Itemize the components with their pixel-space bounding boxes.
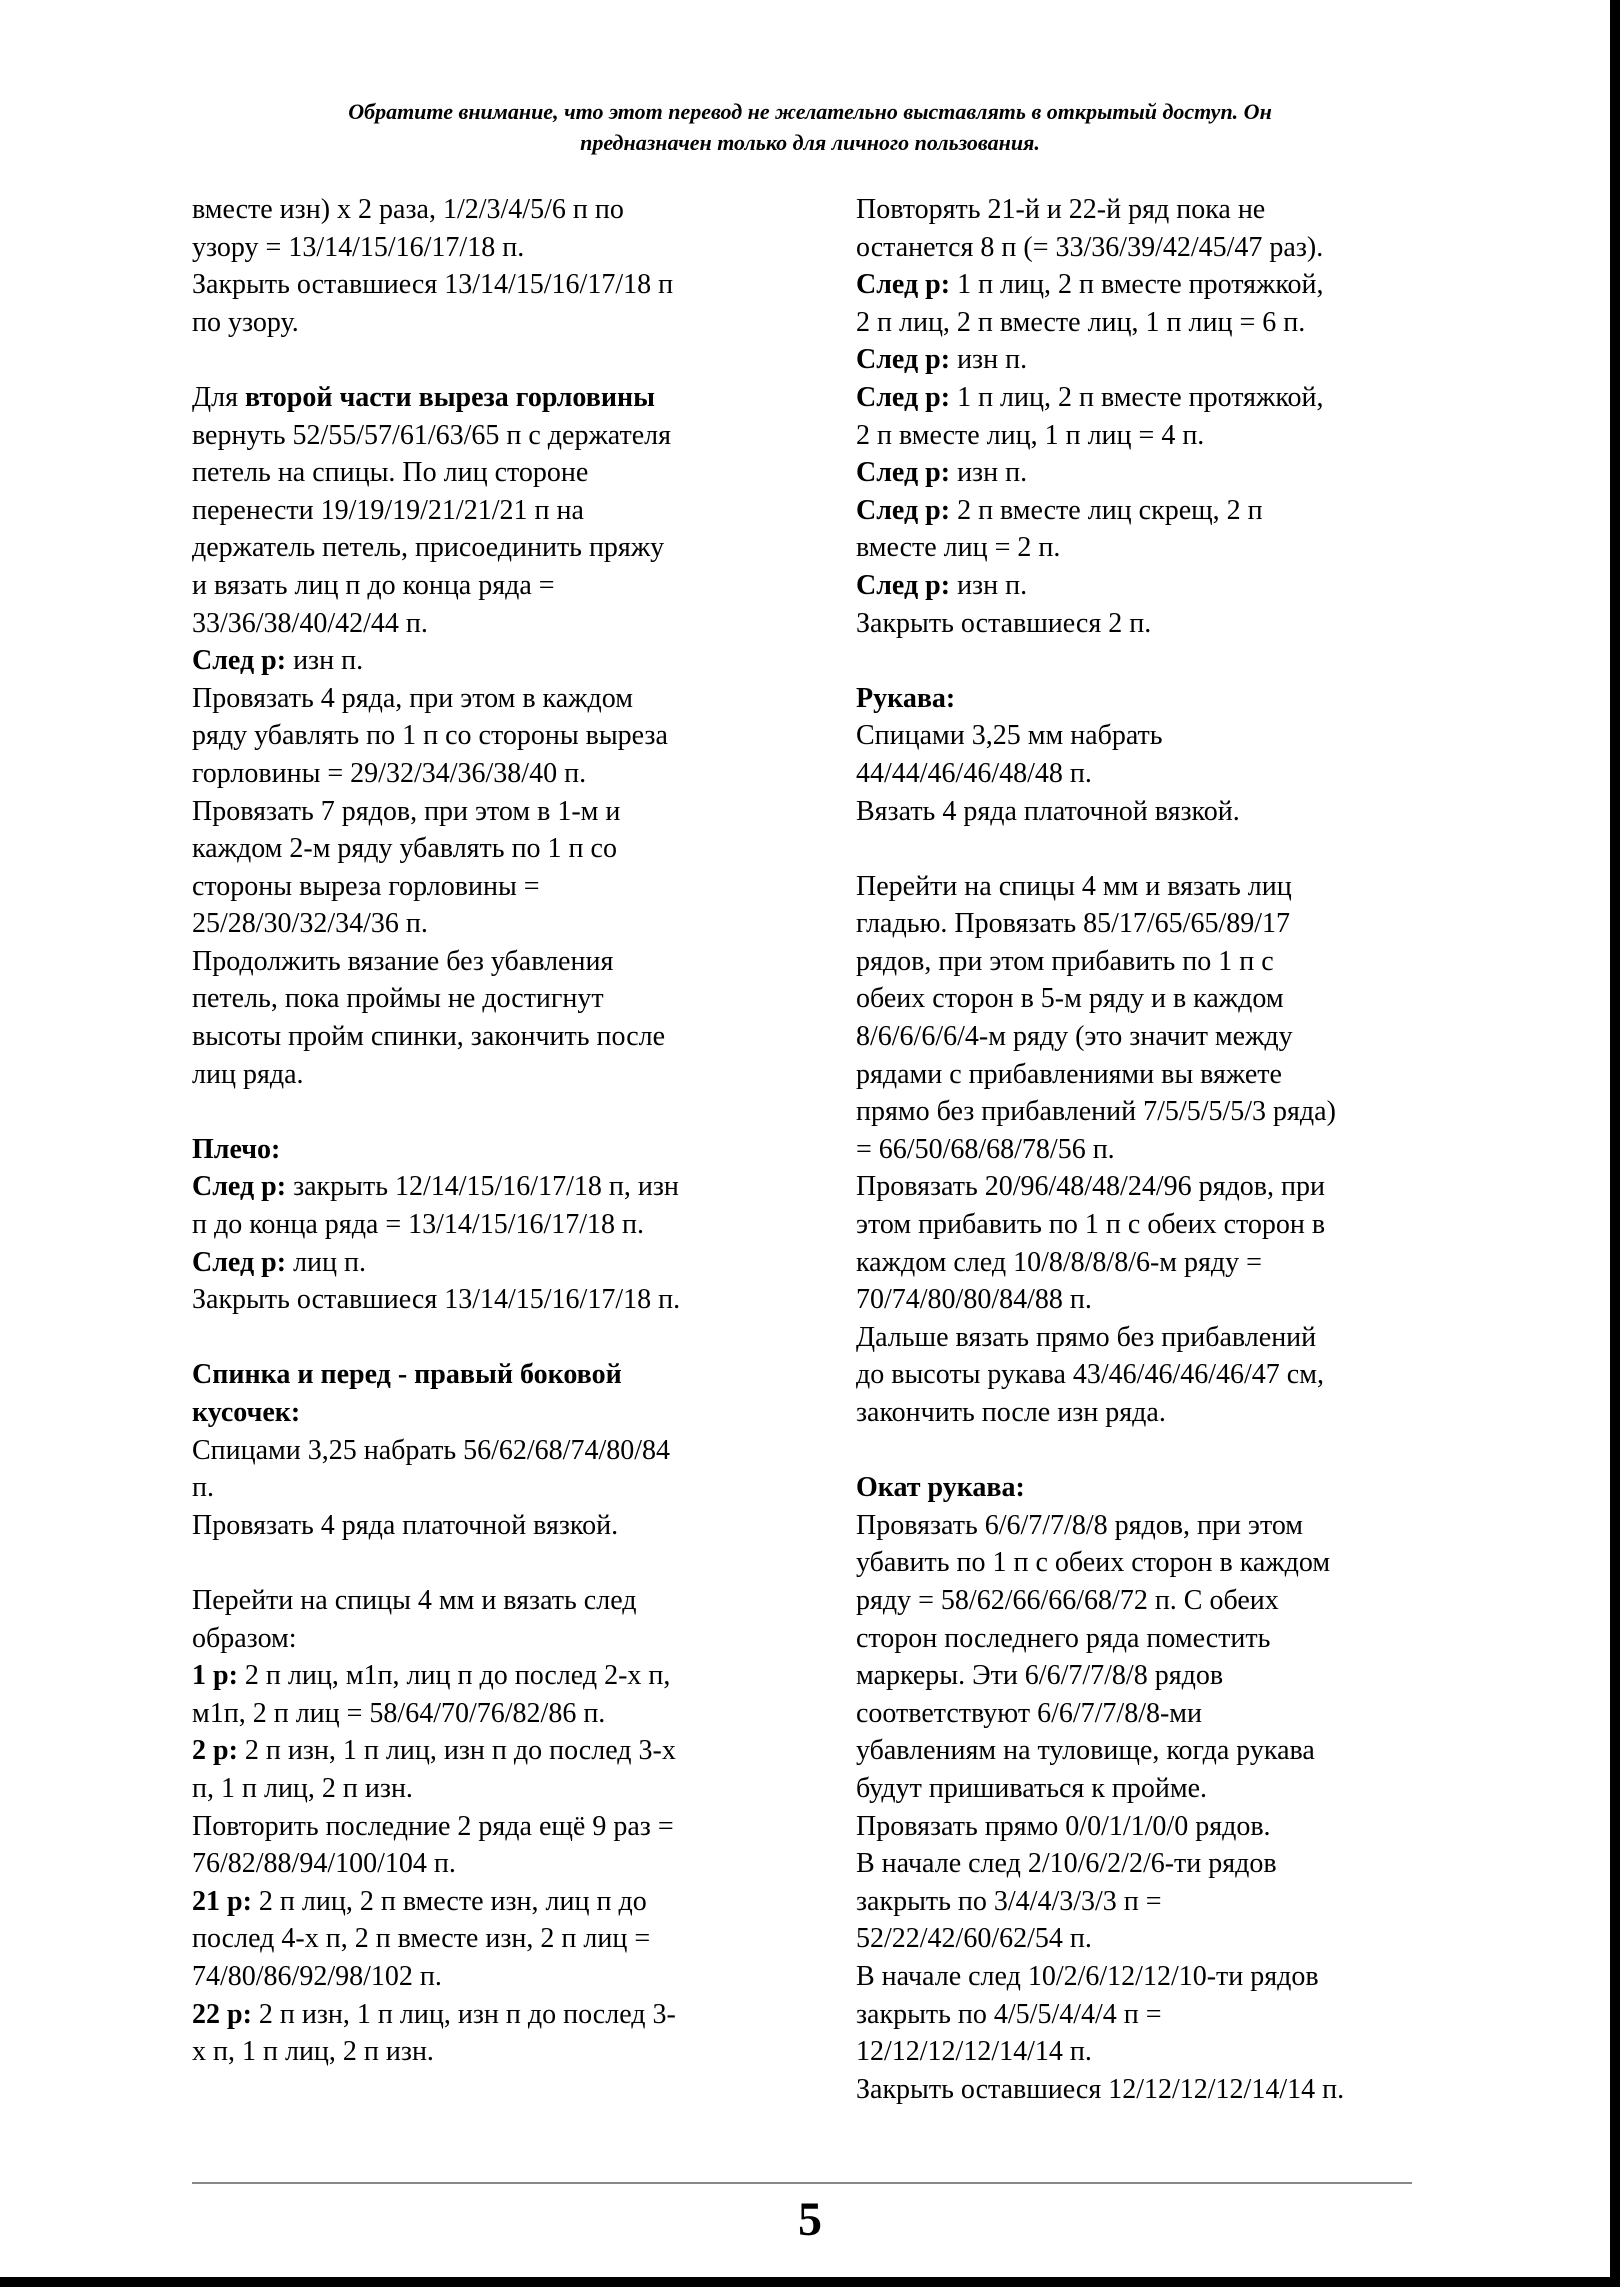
text-line: закрыть по 4/5/5/4/4/4 п = [856, 1998, 1162, 2030]
section-title-neck: второй части выреза горловины [244, 381, 655, 413]
row-instruction [192, 1996, 782, 2034]
text-line: узору = 13/14/15/16/17/18 п. [192, 231, 525, 263]
text-line: Провязать 7 рядов, при этом в 1-м и [192, 795, 621, 827]
text-line: гладью. Провязать 85/17/65/65/89/17 [856, 908, 1291, 940]
row-text: 2 п изн, 1 п лиц, изн п до послед 3- [251, 1998, 676, 2030]
text-line: петель на спицы. По лиц стороне [192, 457, 589, 489]
text-line: рядами с прибавлениями вы вяжете [856, 1058, 1282, 1090]
text-line: петель, пока проймы не достигнут [192, 983, 604, 1015]
text-line: образом: [192, 1622, 297, 1654]
text-line: вместе изн) х 2 раза, 1/2/3/4/5/6 п по [192, 194, 624, 225]
text-line: закрыть по 3/4/4/3/3/3 п = [856, 1885, 1162, 1917]
row-instruction [192, 1657, 782, 1695]
row-label: След р: [192, 645, 287, 677]
text-line: останется 8 п (= 33/36/39/42/45/47 раз). [856, 231, 1324, 263]
notice-line: Обратите внимание, что этот перевод не желательно выставлять в открытый доступ. Он [348, 99, 1272, 124]
copyright-notice [150, 96, 1470, 158]
text-line: Дальше вязать прямо без прибавлений [856, 1321, 1317, 1353]
text-line: Повторять 21-й и 22-й ряд пока не [856, 194, 1266, 225]
text-line: 44/44/46/46/48/48 п. [856, 757, 1092, 789]
section-title-side-piece: Спинка и перед - правый боковой [192, 1359, 622, 1391]
text-line: п, 1 п лиц, 2 п изн. [192, 1772, 413, 1804]
row-label: 21 р: [192, 1885, 252, 1917]
text-line: держатель петель, присоединить пряжу [192, 532, 665, 564]
row-label: След р: [856, 344, 951, 376]
text-line: соответствуют 6/6/7/7/8/8-ми [856, 1697, 1202, 1729]
section-title-side-piece: кусочек: [192, 1397, 301, 1428]
text-line: п до конца ряда = 13/14/15/16/17/18 п. [192, 1209, 645, 1241]
text-line: будут пришиваться к пройме. [856, 1772, 1207, 1804]
right-column [856, 191, 1456, 2108]
footer-divider [192, 2182, 1412, 2184]
text-line: Закрыть оставшиеся 12/12/12/12/14/14 п. [856, 2073, 1345, 2105]
text-line: Провязать 6/6/7/7/8/8 рядов, при этом [856, 1509, 1304, 1541]
row-text: 1 п лиц, 2 п вместе протяжкой, [950, 269, 1324, 301]
row-instruction [192, 1732, 782, 1770]
text-line: Продолжить вязание без убавления [192, 945, 614, 977]
text-line: рядов, при этом прибавить по 1 п с [856, 945, 1274, 977]
text-fragment: Для [192, 381, 245, 413]
text-line: лиц ряда. [192, 1058, 304, 1090]
text-line: этом прибавить по 1 п с обеих сторон в [856, 1209, 1326, 1241]
text-line: Спицами 3,25 набрать 56/62/68/74/80/84 [192, 1434, 671, 1466]
row-instruction [192, 1168, 782, 1206]
row-label: 2 р: [192, 1735, 238, 1767]
text-line: 74/80/86/92/98/102 п. [192, 1960, 442, 1992]
text-line: Перейти на спицы 4 мм и вязать след [192, 1584, 637, 1616]
text-line: Спицами 3,25 мм набрать [856, 720, 1163, 752]
text-line: ряду = 58/62/66/66/68/72 п. С обеих [856, 1584, 1279, 1616]
row-instruction [856, 266, 1456, 304]
text-line: х п, 1 п лиц, 2 п изн. [192, 2036, 434, 2068]
text-line: 8/6/6/6/6/4-м ряду (это значит между [856, 1021, 1293, 1053]
text-line: сторон последнего ряда поместить [856, 1622, 1271, 1654]
row-instruction [192, 1883, 782, 1921]
text-line: В начале след 2/10/6/2/2/6-ти рядов [856, 1848, 1277, 1880]
section-title-sleeve-cap: Окат рукава: [856, 1472, 1025, 1504]
row-label: 22 р: [192, 1998, 252, 2030]
row-text: 2 п изн, 1 п лиц, изн п до послед 3-х [237, 1735, 676, 1767]
text-line: послед 4-х п, 2 п вместе изн, 2 п лиц = [192, 1923, 651, 1955]
text-line: и вязать лиц п до конца ряда = [192, 569, 555, 601]
text-line: стороны выреза горловины = [192, 870, 540, 902]
row-instruction [856, 341, 1456, 379]
row-text: 2 п вместе лиц скрещ, 2 п [950, 494, 1263, 526]
text-line: Провязать 4 ряда платочной вязкой. [192, 1509, 619, 1541]
row-instruction [856, 492, 1456, 530]
row-instruction [856, 379, 1456, 417]
row-text: изн п. [950, 569, 1028, 601]
text-line: вместе лиц = 2 п. [856, 532, 1061, 564]
text-line: м1п, 2 п лиц = 58/64/70/76/82/86 п. [192, 1697, 606, 1729]
text-line: 70/74/80/80/84/88 п. [856, 1284, 1092, 1316]
text-line: каждом 2-м ряду убавлять по 1 п со [192, 833, 617, 865]
text-line: = 66/50/68/68/78/56 п. [856, 1133, 1115, 1165]
neck-section-intro [192, 379, 782, 417]
text-line: прямо без прибавлений 7/5/5/5/5/3 ряда) [856, 1096, 1336, 1128]
text-line: закончить после изн ряда. [856, 1397, 1166, 1428]
text-line: по узору. [192, 306, 299, 338]
row-text: изн п. [950, 344, 1028, 376]
text-line: Провязать прямо 0/0/1/1/0/0 рядов. [856, 1810, 1271, 1842]
row-label: След р: [856, 269, 951, 301]
page-number: 5 [798, 2193, 822, 2246]
text-line: высоты пройм спинки, закончить после [192, 1021, 666, 1053]
text-line: до высоты рукава 43/46/46/46/46/47 см, [856, 1359, 1324, 1391]
section-title-sleeves: Рукава: [856, 682, 956, 714]
row-label: След р: [856, 569, 951, 601]
row-instruction [192, 1244, 782, 1282]
text-line: Закрыть оставшиеся 13/14/15/16/17/18 п [192, 269, 674, 301]
text-line: Вязать 4 ряда платочной вязкой. [856, 795, 1240, 827]
text-line: перенести 19/19/19/21/21/21 п на [192, 494, 584, 526]
text-line: Перейти на спицы 4 мм и вязать лиц [856, 870, 1292, 902]
text-line: Закрыть оставшиеся 13/14/15/16/17/18 п. [192, 1284, 681, 1316]
text-line: 25/28/30/32/34/36 п. [192, 908, 428, 940]
text-line: Повторить последние 2 ряда ещё 9 раз = [192, 1810, 674, 1842]
row-text: 2 п лиц, м1п, лиц п до послед 2-х п, [237, 1660, 671, 1692]
text-line: 2 п лиц, 2 п вместе лиц, 1 п лиц = 6 п. [856, 306, 1306, 338]
text-line: Провязать 4 ряда, при этом в каждом [192, 682, 633, 714]
text-line: В начале след 10/2/6/12/12/10-ти рядов [856, 1960, 1319, 1992]
row-text: закрыть 12/14/15/16/17/18 п, изн [286, 1171, 679, 1203]
row-instruction [192, 642, 782, 680]
text-line: п. [192, 1472, 214, 1504]
notice-line: предназначен только для личного пользования. [580, 130, 1040, 155]
text-line: убавлениям на туловище, когда рукава [856, 1735, 1315, 1767]
text-line: 33/36/38/40/42/44 п. [192, 607, 428, 639]
text-line: ряду убавлять по 1 п со стороны выреза [192, 720, 668, 752]
text-line: Провязать 20/96/48/48/24/96 рядов, при [856, 1171, 1325, 1203]
row-text: изн п. [286, 645, 364, 677]
text-line: маркеры. Эти 6/6/7/7/8/8 рядов [856, 1660, 1224, 1692]
text-line: горловины = 29/32/34/36/38/40 п. [192, 757, 587, 789]
row-label: След р: [192, 1171, 287, 1203]
row-label: След р: [856, 381, 951, 413]
row-text: лиц п. [286, 1246, 366, 1278]
text-line: убавить по 1 п с обеих сторон в каждом [856, 1547, 1331, 1579]
row-text: 1 п лиц, 2 п вместе протяжкой, [950, 381, 1324, 413]
section-title-shoulder: Плечо: [192, 1133, 281, 1165]
text-line: 76/82/88/94/100/104 п. [192, 1848, 456, 1880]
row-label: След р: [856, 457, 951, 489]
text-line: Закрыть оставшиеся 2 п. [856, 607, 1152, 639]
text-line: 12/12/12/12/14/14 п. [856, 2036, 1092, 2068]
row-text: изн п. [950, 457, 1028, 489]
row-label: 1 р: [192, 1660, 238, 1692]
text-line: 2 п вместе лиц, 1 п лиц = 4 п. [856, 419, 1205, 451]
text-line: 52/22/42/60/62/54 п. [856, 1923, 1092, 1955]
row-instruction [856, 567, 1456, 605]
row-text: 2 п лиц, 2 п вместе изн, лиц п до [251, 1885, 647, 1917]
left-column [192, 191, 782, 2071]
row-instruction [856, 454, 1456, 492]
row-label: След р: [856, 494, 951, 526]
text-line: вернуть 52/55/57/61/63/65 п с держателя [192, 419, 672, 451]
text-line: обеих сторон в 5-м ряду и в каждом [856, 983, 1284, 1015]
row-label: След р: [192, 1246, 287, 1278]
text-line: каждом след 10/8/8/8/8/6-м ряду = [856, 1246, 1262, 1278]
